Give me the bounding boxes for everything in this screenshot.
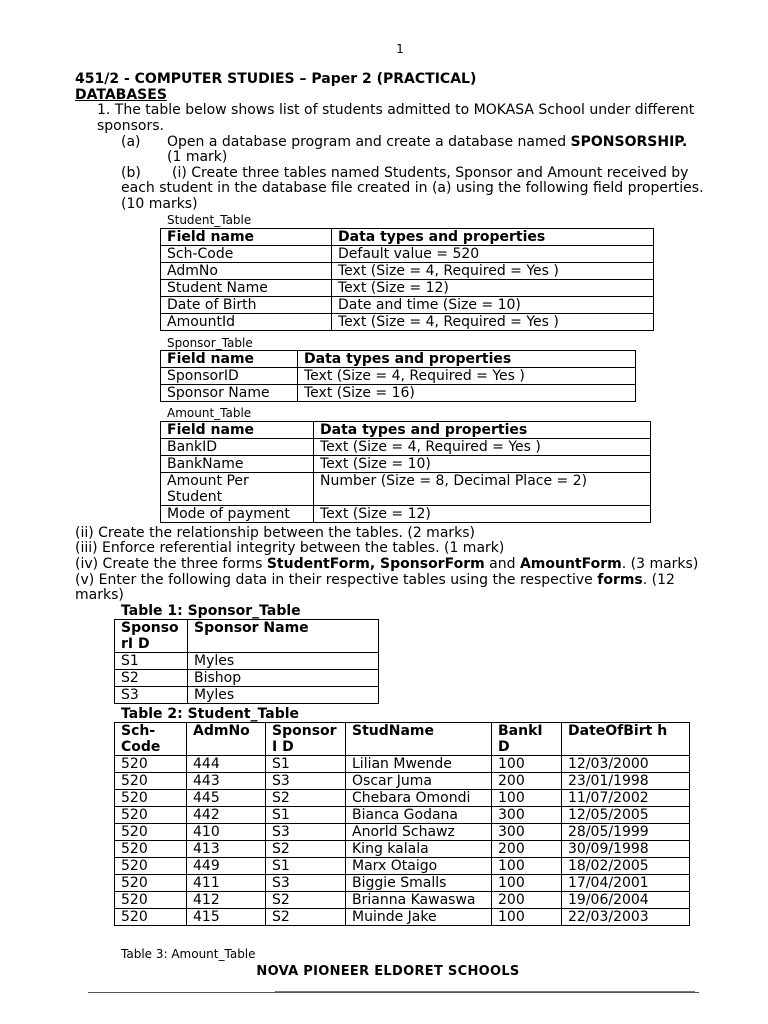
table-cell: 200 xyxy=(492,773,562,790)
question-a-text-plain: Open a database program and create a database named xyxy=(167,134,571,150)
table-cell: 200 xyxy=(492,892,562,909)
table-cell: Default value = 520 xyxy=(332,246,654,263)
table-cell: 415 xyxy=(187,909,266,926)
table-cell: Text (Size = 12) xyxy=(332,280,654,297)
question-1-text-cont: sponsors. xyxy=(97,118,164,134)
table-cell: Date of Birth xyxy=(161,297,332,314)
table-row xyxy=(161,297,654,314)
table-row xyxy=(115,892,690,909)
table-cell: 100 xyxy=(492,858,562,875)
table-cell: 300 xyxy=(492,824,562,841)
table-cell: 200 xyxy=(492,841,562,858)
table-cell: S2 xyxy=(266,841,346,858)
table-cell: Oscar Juma xyxy=(346,773,492,790)
header-cell: Sponsor Name xyxy=(188,620,379,653)
table-cell: 18/02/2005 xyxy=(562,858,690,875)
table-row xyxy=(161,314,654,331)
header-cell: Data types and properties xyxy=(332,229,654,246)
section-heading: DATABASES xyxy=(75,87,167,103)
school-footer: NOVA PIONEER ELDORET SCHOOLS xyxy=(256,964,520,979)
table-cell: 449 xyxy=(187,858,266,875)
table-cell: 520 xyxy=(115,824,187,841)
table-3-caption: Table 3: Amount_Table xyxy=(121,947,256,961)
table-cell: SponsorID xyxy=(161,368,298,385)
table-cell: Date and time (Size = 10) xyxy=(332,297,654,314)
table-row xyxy=(161,368,636,385)
table-cell: BankID xyxy=(161,439,314,456)
table-cell: 30/09/1998 xyxy=(562,841,690,858)
sponsor-fields-table xyxy=(160,350,636,402)
table-cell: S3 xyxy=(266,773,346,790)
table-cell: Lilian Mwende xyxy=(346,756,492,773)
table-cell: 520 xyxy=(115,773,187,790)
table-cell: 12/05/2005 xyxy=(562,807,690,824)
table-2-caption: Table 2: Student_Table xyxy=(121,706,300,722)
header-cell: Field name xyxy=(161,351,298,368)
table-cell: Bishop xyxy=(188,670,379,687)
table-row xyxy=(115,909,690,926)
table-cell: 520 xyxy=(115,858,187,875)
header-cell: StudName xyxy=(346,723,492,756)
table-1-caption: Table 1: Sponsor_Table xyxy=(121,603,301,619)
table-row xyxy=(161,385,636,402)
table-cell: 12/03/2000 xyxy=(562,756,690,773)
header-cell: Field name xyxy=(161,422,314,439)
table-row xyxy=(115,807,690,824)
table-cell: S2 xyxy=(115,670,188,687)
table-cell: Text (Size = 4, Required = Yes ) xyxy=(332,263,654,280)
question-b-marks: (10 marks) xyxy=(121,196,198,212)
header-cell: Data types and properties xyxy=(298,351,636,368)
table-cell: 444 xyxy=(187,756,266,773)
table-cell: 17/04/2001 xyxy=(562,875,690,892)
table-row xyxy=(161,439,651,456)
table-cell: 100 xyxy=(492,790,562,807)
table-cell: Text (Size = 12) xyxy=(314,506,651,523)
table-cell: 520 xyxy=(115,807,187,824)
question-b-label: (b) xyxy=(121,165,141,181)
table-row xyxy=(161,263,654,280)
table-cell: 520 xyxy=(115,892,187,909)
sponsor-table-caption: Sponsor_Table xyxy=(167,336,253,350)
question-v-text-cont: marks) xyxy=(75,587,124,603)
table-cell: 410 xyxy=(187,824,266,841)
form-names: StudentForm, SponsorForm xyxy=(266,556,485,572)
table-row xyxy=(115,841,690,858)
table-cell: 445 xyxy=(187,790,266,807)
question-a-marks: (1 mark) xyxy=(167,149,228,165)
table-cell: Text (Size = 4, Required = Yes ) xyxy=(332,314,654,331)
table-cell: Text (Size = 4, Required = Yes ) xyxy=(298,368,636,385)
sponsor-data-table xyxy=(114,619,379,704)
question-v-plain: (v) Enter the following data in their respective tables using the respective xyxy=(75,572,598,588)
question-a-label: (a) xyxy=(121,134,141,150)
table-cell: 520 xyxy=(115,909,187,926)
student-table-caption: Student_Table xyxy=(167,213,252,227)
table-cell: 100 xyxy=(492,875,562,892)
table-cell: 520 xyxy=(115,875,187,892)
amount-table-caption: Amount_Table xyxy=(167,406,252,420)
question-1-text: 1. The table below shows list of students admitted to MOKASA School under different xyxy=(97,102,695,118)
table-cell: Anorld Schawz xyxy=(346,824,492,841)
table-row xyxy=(115,670,379,687)
table-cell: S3 xyxy=(115,687,188,704)
table-row xyxy=(115,790,690,807)
page-number: 1 xyxy=(396,42,404,56)
table-cell: S1 xyxy=(115,653,188,670)
question-iv-plain: (iv) Create the three forms xyxy=(75,556,267,572)
student-data-table xyxy=(114,722,690,926)
table-row xyxy=(161,280,654,297)
amount-fields-table xyxy=(160,421,651,523)
table-cell: Brianna Kawaswa xyxy=(346,892,492,909)
table-cell: 411 xyxy=(187,875,266,892)
table-row xyxy=(115,824,690,841)
table-header-row xyxy=(161,229,654,246)
header-cell: SponsorI D xyxy=(266,723,346,756)
question-b-text-cont: each student in the database file created in (a) using the following field properties. xyxy=(121,180,704,196)
table-cell: Number (Size = 8, Decimal Place = 2) xyxy=(314,473,651,506)
table-cell: Student Name xyxy=(161,280,332,297)
table-row xyxy=(115,875,690,892)
table-header-row xyxy=(115,620,379,653)
table-cell: Sch-Code xyxy=(161,246,332,263)
table-header-row xyxy=(161,422,651,439)
question-b-text: (i) Create three tables named Students, Sponsor and Amount received by xyxy=(172,165,689,181)
question-iv-conj: and xyxy=(484,556,520,572)
table-cell: 520 xyxy=(115,756,187,773)
table-header-row xyxy=(115,723,690,756)
footer-divider-secondary xyxy=(275,991,695,992)
table-cell: Muinde Jake xyxy=(346,909,492,926)
table-cell: 413 xyxy=(187,841,266,858)
table-cell: King kalala xyxy=(346,841,492,858)
table-cell: Sponsor Name xyxy=(161,385,298,402)
forms-keyword: forms xyxy=(597,572,643,588)
table-row xyxy=(115,773,690,790)
table-cell: Text (Size = 16) xyxy=(298,385,636,402)
question-ii-text: (ii) Create the relationship between the tables. (2 marks) xyxy=(75,525,476,541)
header-cell: AdmNo xyxy=(187,723,266,756)
question-v-text xyxy=(75,572,675,588)
table-cell: Mode of payment xyxy=(161,506,314,523)
table-cell: Myles xyxy=(188,687,379,704)
table-cell: 100 xyxy=(492,909,562,926)
table-row xyxy=(161,506,651,523)
header-cell: BankI D xyxy=(492,723,562,756)
paper-title: 451/2 - COMPUTER STUDIES – Paper 2 (PRACTICAL) xyxy=(75,71,477,87)
table-cell: S2 xyxy=(266,790,346,807)
table-header-row xyxy=(161,351,636,368)
table-cell: S1 xyxy=(266,858,346,875)
question-a-text xyxy=(167,134,687,150)
header-cell: SponsorI D xyxy=(115,620,188,653)
student-data-rows xyxy=(115,756,690,926)
table-row xyxy=(161,246,654,263)
table-cell: 300 xyxy=(492,807,562,824)
header-cell: Sch-Code xyxy=(115,723,187,756)
table-cell: S2 xyxy=(266,909,346,926)
table-cell: S3 xyxy=(266,875,346,892)
table-cell: 28/05/1999 xyxy=(562,824,690,841)
table-cell: Text (Size = 10) xyxy=(314,456,651,473)
question-iii-text: (iii) Enforce referential integrity between the tables. (1 mark) xyxy=(75,540,505,556)
table-cell: BankName xyxy=(161,456,314,473)
table-cell: S3 xyxy=(266,824,346,841)
table-cell: Text (Size = 4, Required = Yes ) xyxy=(314,439,651,456)
table-row xyxy=(161,473,651,506)
table-cell: Bianca Godana xyxy=(346,807,492,824)
table-row xyxy=(161,456,651,473)
question-iv-text xyxy=(75,556,698,572)
form-name: AmountForm xyxy=(519,556,622,572)
table-cell: S2 xyxy=(266,892,346,909)
table-cell: 100 xyxy=(492,756,562,773)
table-cell: 19/06/2004 xyxy=(562,892,690,909)
table-row xyxy=(115,653,379,670)
table-cell: 11/07/2002 xyxy=(562,790,690,807)
database-name: SPONSORSHIP. xyxy=(570,134,688,150)
table-cell: 22/03/2003 xyxy=(562,909,690,926)
table-cell: Biggie Smalls xyxy=(346,875,492,892)
footer-divider xyxy=(88,992,699,993)
table-cell: 520 xyxy=(115,790,187,807)
table-row xyxy=(115,858,690,875)
table-row xyxy=(115,756,690,773)
table-cell: Chebara Omondi xyxy=(346,790,492,807)
student-fields-table xyxy=(160,228,654,331)
table-cell: 23/01/1998 xyxy=(562,773,690,790)
question-iv-marks: . (3 marks) xyxy=(621,556,699,572)
table-cell: 442 xyxy=(187,807,266,824)
table-cell: Marx Otaigo xyxy=(346,858,492,875)
table-cell: AdmNo xyxy=(161,263,332,280)
table-cell: Amount Per Student xyxy=(161,473,314,506)
table-cell: 412 xyxy=(187,892,266,909)
table-cell: 520 xyxy=(115,841,187,858)
header-cell: DateOfBirt h xyxy=(562,723,690,756)
question-v-marks: . (12 xyxy=(642,572,675,588)
table-cell: 443 xyxy=(187,773,266,790)
table-cell: Myles xyxy=(188,653,379,670)
header-cell: Field name xyxy=(161,229,332,246)
table-cell: AmountId xyxy=(161,314,332,331)
table-cell: S1 xyxy=(266,756,346,773)
table-cell: S1 xyxy=(266,807,346,824)
header-cell: Data types and properties xyxy=(314,422,651,439)
table-row xyxy=(115,687,379,704)
